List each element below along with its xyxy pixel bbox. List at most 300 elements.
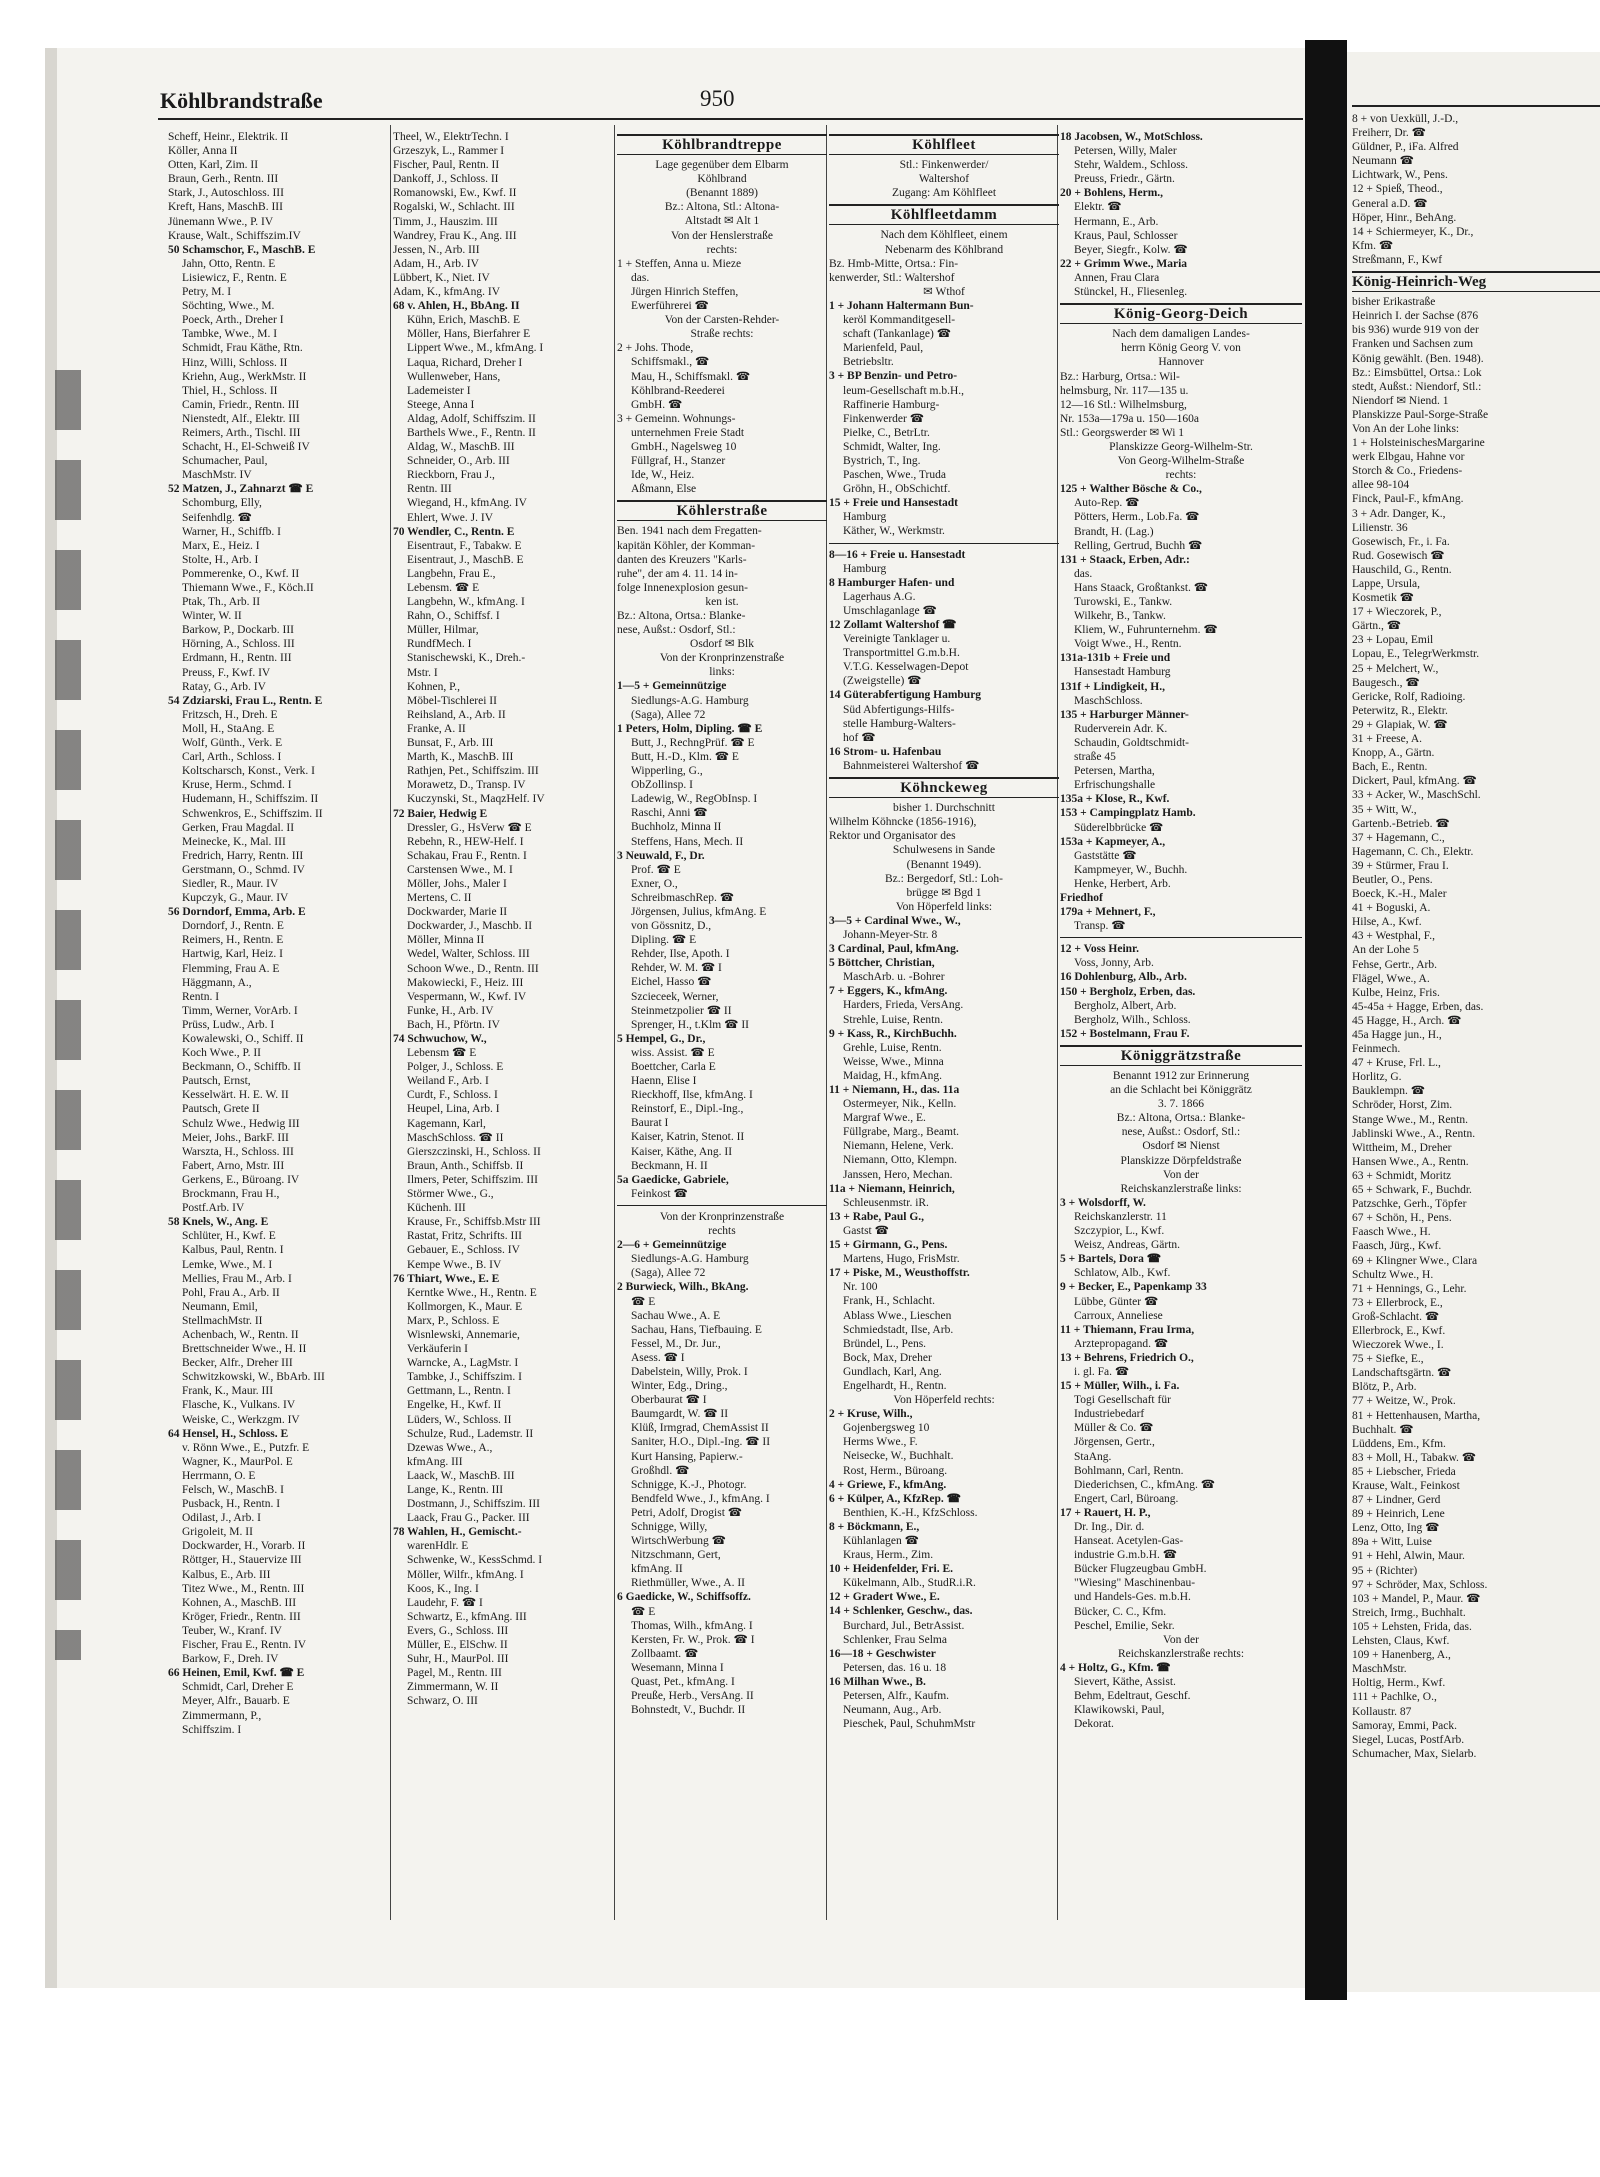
directory-entry: Ehlert, Wwe. J. IV [407,511,494,524]
directory-entry: 16—18 + Geschwister [829,1647,936,1660]
directory-entry: 63 + Schmidt, Moritz [1352,1169,1452,1182]
directory-entry: Niendorf ✉ Niend. 1 [1352,394,1449,407]
directory-entry: Peterwitz, R., Elektr. [1352,704,1448,717]
directory-entry: 52 Matzen, J., Zahnarzt ☎ E [168,483,314,496]
directory-entry: Lisiewicz, F., Rentn. E [182,271,287,284]
directory-entry: Storch & Co., Friedens- [1352,465,1463,478]
street-note: nese, Außst.: Osdorf, Stl.: [1121,1126,1241,1139]
directory-entry: Dzewas Wwe., A., [407,1441,493,1454]
directory-entry: Bock, Max, Dreher [843,1351,932,1364]
directory-entry: v. Rönn Wwe., E., Putzfr. E [182,1441,310,1454]
directory-entry: StellmachMstr. II [182,1314,263,1327]
directory-entry: Burchard, Jul., BetrAssist. [843,1619,965,1632]
directory-entry: Pautsch, Grete II [182,1103,260,1116]
directory-entry: 91 + Hehl, Alwin, Maur. [1352,1550,1465,1563]
directory-entry: Ewerführerei ☎ [631,300,709,313]
section-rule [1060,937,1302,938]
directory-entry: Bücker, C. C., Kfm. [1074,1605,1167,1618]
directory-entry: Dockwarder, J., Maschb. II [407,920,533,933]
directory-entry: 5 Hempel, G., Dr., [617,1032,706,1045]
directory-entry: 3 + Wolsdorff, W. [1060,1196,1146,1209]
directory-entry: Lademeister I [407,384,471,397]
directory-entry: Meinecke, K., Mal. III [182,835,286,848]
directory-entry: 64 Hensel, H., Schloss. E [168,1427,289,1440]
directory-entry: Rebehn, R., HEW-Helf. I [407,835,524,848]
directory-entry: Siedlungs-A.G. Hamburg [631,694,749,707]
directory-entry: Grzeszyk, L., Rammer I [393,145,505,158]
directory-entry: Aldag, W., MaschB. III [407,441,515,454]
directory-entry: Pautsch, Ernst, [182,1075,251,1088]
directory-entry: Müller, E., ElSchw. II [407,1639,508,1652]
directory-entry: Eisentraut, F., Tabakw. E [407,539,522,552]
directory-entry: Flemming, Frau A. E [182,962,280,975]
directory-entry: Petersen, Alfr., Kaufm. [843,1690,950,1703]
directory-entry: Haenn, Elise I [631,1075,697,1088]
directory-entry: Carroux, Anneliese [1074,1309,1163,1322]
directory-entry: Friedhof [1060,891,1103,904]
street-note: Von der [1163,1168,1199,1181]
directory-entry: Hauschild, G., Rentn. [1352,563,1452,576]
directory-entry: Meier, Johs., BarkF. III [182,1131,289,1144]
directory-entry: 135a + Klose, R., Kwf. [1060,793,1170,806]
directory-entry: Stark, J., Autoschloss. III [168,187,284,200]
directory-entry: 65 + Schwark, F., Buchdr. [1352,1184,1472,1197]
directory-entry: Dockwarder, H., Vorarb. II [182,1540,306,1553]
street-note: Stl.: Finkenwerder/ [899,159,989,172]
directory-entry: Petry, M. I [182,286,232,299]
directory-entry: Käther, W., Werkmstr. [843,525,945,538]
directory-entry: Neumann, Aug., Arb. [843,1704,942,1717]
directory-entry: 10 + Heidenfelder, Fri. E. [829,1563,953,1576]
directory-entry: Dockwarder, Marie II [407,906,508,919]
street-note: Von Georg-Wilhelm-Straße [1117,455,1245,468]
street-note: links: [709,666,735,679]
directory-entry: WirtschWerbung ☎ [631,1535,727,1548]
directory-entry: 1 Peters, Holm, Dipling. ☎ E [617,722,763,735]
directory-entry: stelle Hamburg-Walters- [843,717,956,730]
directory-entry: Schleusenmstr. iR. [843,1196,929,1209]
directory-entry: danten des Kreuzers "Karls- [617,553,747,566]
directory-entry: hof ☎ [843,731,876,744]
directory-entry: Paschen, Wwe., Truda [843,469,946,482]
directory-entry: 3 Neuwald, F., Dr. [617,849,705,862]
section-rule [617,1205,827,1206]
directory-entry: Suhr, H., MaurPol. III [407,1653,509,1666]
directory-entry: Feinmech. [1352,1043,1401,1056]
directory-entry: Kampmeyer, W., Buchh. [1074,863,1188,876]
running-head: Köhlbrandstraße [160,88,323,113]
directory-entry: Schröder, Horst, Zim. [1352,1099,1453,1112]
directory-entry: Möller, Johs., Maler I [407,877,507,890]
directory-entry: Tambke, Wwe., M. I [182,328,278,341]
directory-entry: Gerstmann, O., Schmd. IV [182,863,305,876]
directory-entry: Braun, Gerh., Rentn. III [168,173,279,186]
directory-entry: Krause, Walt., Schiffszim.IV [168,229,301,242]
street-note: 3. 7. 1866 [1158,1098,1204,1111]
directory-entry: 85 + Liebscher, Frieda [1352,1465,1456,1478]
directory-entry: Pieschek, Paul, SchuhmMstr [843,1718,976,1731]
directory-entry: 45 Hagge, H., Arch. ☎ [1352,1014,1462,1027]
directory-entry: von Gössnitz, D., [631,920,712,933]
directory-entry: Feinkost ☎ [631,1187,688,1200]
directory-entry: Schlenker, Frau Selma [843,1633,947,1646]
street-heading: König-Heinrich-Weg [1352,271,1600,292]
directory-entry: Strehle, Luise, Rentn. [843,1013,943,1026]
directory-entry: Weisse, Wwe., Minna [843,1055,944,1068]
directory-entry: 5a Gaedicke, Gabriele, [617,1173,729,1186]
directory-entry: Hartwig, Karl, Heiz. I [182,948,283,961]
directory-entry: Romanowski, Ew., Kwf. II [393,187,517,200]
directory-entry: Groß-Schlacht. ☎ [1352,1310,1440,1323]
directory-entry: Franke, A. II [407,722,466,735]
directory-entry: Gebauer, E., Schloss. IV [407,1244,520,1257]
directory-entry: i. gl. Fa. ☎ [1074,1365,1130,1378]
directory-entry: Aßmann, Else [631,483,697,496]
directory-entry: 5 Böttcher, Christian, [829,957,935,970]
directory-entry: Baumgardt, W. ☎ II [631,1408,729,1421]
directory-entry: Weisz, Andreas, Gärtn. [1074,1239,1181,1252]
directory-entry: schaft (Tankanlage) ☎ [843,328,952,341]
street-heading: Köhlbrandtreppe [617,134,827,155]
directory-entry: Butt, H.-D., Klm. ☎ E [631,750,739,763]
directory-entry: 3 + Adr. Danger, K., [1352,507,1446,520]
directory-entry: 39 + Stürmer, Frau I. [1352,859,1449,872]
directory-entry: 16 Strom- u. Hafenbau [829,745,942,758]
directory-entry: Mertens, C. II [407,892,472,905]
directory-entry: Frank, H., Schlacht. [843,1295,935,1308]
directory-entry: Rehder, W. M. ☎ I [631,962,722,975]
street-note: Lage gegenüber dem Elbarm [655,159,789,172]
directory-entry: Gojenbergsweg 10 [843,1422,930,1435]
street-note: rechts [708,1225,736,1238]
directory-entry: Warncke, A., LagMstr. I [407,1357,519,1370]
directory-entry: 131 + Staack, Erben, Adr.: [1060,553,1190,566]
directory-entry: Lagerhaus A.G. [843,590,916,603]
directory-entry: Lopau, E., TelegrWerkmstr. [1352,648,1480,661]
directory-entry: Harders, Frieda, VersAng. [843,999,964,1012]
directory-entry: Brandt, H. (Lag.) [1074,525,1154,538]
directory-entry: 17 + Wieczorek, P., [1352,606,1442,619]
directory-entry: Schmidt, Frau Käthe, Rtn. [182,342,303,355]
directory-entry: Seifenhdlg. ☎ [182,511,252,524]
directory-entry: Krause, Walt., Feinkost [1352,1480,1460,1492]
directory-entry: 29 + Glapiak, W. ☎ [1352,718,1448,731]
directory-entry: Steege, Anna I [407,398,475,411]
directory-entry: Boeck, K.-H., Maler [1352,888,1447,901]
directory-entry: Schulze, Rud., Lademstr. II [407,1427,534,1440]
directory-entry: Lippert Wwe., M., kfmAng. I [407,342,544,355]
directory-entry: Freiherr, Dr. ☎ [1352,127,1426,140]
directory-entry: Bahnmeisterei Waltershof ☎ [843,759,980,772]
directory-entry: Adam, H., Arb. IV [393,257,479,270]
directory-entry: allee 98-104 [1352,479,1410,492]
directory-entry: ruhe", der am 4. 11. 14 in- [617,567,738,580]
directory-entry: Schoon Wwe., D., Rentn. III [407,962,539,975]
directory-entry: Schulz Wwe., Hedwig III [182,1117,300,1130]
directory-entry: Kaiser, Käthe, Ang. II [631,1145,733,1158]
directory-entry: Erfrischungshalle [1074,779,1156,792]
directory-entry: 54 Zdziarski, Frau L., Rentn. E [168,694,323,707]
directory-entry: Kükelmann, Alb., StudR.i.R. [843,1577,976,1590]
directory-entry: Neumann ☎ [1352,155,1414,168]
directory-entry: Häggmann, A., [182,976,252,989]
directory-entry: Rathjen, Pet., Schiffszim. III [407,765,539,778]
directory-entry: Achenbach, W., Rentn. II [182,1328,299,1341]
directory-entry: 6 + Külper, A., KfzRep. ☎ [829,1492,961,1505]
directory-entry: Verkäuferin I [407,1343,468,1356]
directory-entry: Mellies, Frau M., Arb. I [182,1272,292,1285]
street-note: Reichskanzlerstraße links: [1120,1182,1242,1195]
directory-entry: nese, Außst.: Osdorf, Stl.: [617,624,736,637]
directory-entry: Langbehn, Frau E., [407,567,496,580]
directory-entry: Heinrich I. der Sachse (876 [1352,310,1479,323]
directory-entry: 23 + Lopau, Emil [1352,634,1434,647]
directory-entry: Bründel, L., Pens. [843,1337,927,1350]
directory-entry: Schwenkros, E., Schiffszim. II [182,807,323,820]
directory-entry: Buchhalt. ☎ [1352,1423,1414,1436]
directory-entry: Streich, Irmg., Buchhalt. [1352,1606,1466,1619]
directory-entry: Bz.: Eimsbüttel, Ortsa.: Lok [1352,366,1482,379]
directory-entry: Dipling. ☎ E [631,934,697,947]
directory-entry: Warner, H., Schiffb. I [182,525,281,538]
street-note: Nebenarm des Köhlbrand [884,243,1004,256]
column-1 [168,130,390,1910]
page-number: 950 [700,86,735,111]
directory-entry: Petersen, das. 16 u. 18 [843,1661,947,1674]
directory-entry: Thomas, Wilh., kfmAng. I [631,1619,753,1632]
directory-entry: 81 + Hettenhausen, Martha, [1352,1409,1481,1422]
directory-entry: Kreft, Hans, MaschB. III [168,201,283,214]
directory-entry: Rentn. III [407,483,452,496]
street-note: Waltershof [918,173,970,186]
street-note: Schulwesens in Sande [892,844,996,857]
directory-entry: Bergholz, Wilh., Schloss. [1074,1013,1191,1026]
directory-entry: RundfMech. I [407,638,472,651]
directory-entry: 131a-131b + Freie und [1060,652,1171,665]
directory-entry: Köhlbrand-Reederei [631,384,725,397]
directory-entry: Laudehr, F. ☎ I [407,1596,483,1609]
street-note: rechts: [706,243,738,256]
directory-entry: Fessel, M., Dr. Jur., [631,1337,721,1350]
directory-entry: Quast, Pet., kfmAng. I [631,1676,735,1689]
directory-entry: Sachau, Hans, Tiefbauing. E [631,1323,762,1336]
directory-entry: Lübbert, K., Niet. IV [393,271,490,284]
directory-entry: Steinmetzpolier ☎ II [631,1004,732,1017]
directory-entry: Möller, Hans, Bierfahrer E [407,328,531,341]
directory-entry: Sievert, Käthe, Assist. [1074,1676,1176,1689]
directory-entry: Stehr, Waldem., Schloss. [1074,159,1189,172]
directory-entry: Kowalewski, O., Schiff. II [182,1033,304,1045]
directory-entry: 153a + Kapmeyer, A., [1060,835,1166,848]
street-note: Altstadt ✉ Alt 1 [684,215,760,228]
directory-entry: Wilkehr, B., Tankw. [1074,610,1166,623]
directory-entry: Janssen, Hero, Mechan. [843,1168,953,1181]
directory-entry: Zollbaamt. ☎ [631,1647,699,1660]
directory-entry: 8 + Böckmann, E., [829,1520,920,1533]
directory-entry: Neumann, Emil, [182,1300,258,1313]
directory-entry: kfmAng. II [631,1563,683,1576]
directory-entry: Preuße, Herb., VersAng. II [631,1690,754,1703]
directory-entry: Knopp, A., Gärtn. [1352,747,1435,760]
directory-entry: Curdt, F., Schloss. I [407,1089,498,1102]
directory-entry: 135 + Harburger Männer- [1060,708,1189,721]
directory-entry: ☎ E [631,1295,656,1308]
directory-entry: 8—16 + Freie u. Hansestadt [829,548,966,561]
directory-entry: Köller, Anna II [168,145,238,158]
directory-entry: Höper, Hinr., BehAng. [1352,211,1457,224]
directory-entry: ☎ E [631,1605,656,1618]
directory-entry: Füllgraf, H., Stanzer [631,455,726,468]
directory-entry: 2 Burwieck, Wilh., BkAng. [617,1281,749,1294]
directory-entry: Schacht, H., El-Schweiß IV [182,441,310,454]
directory-entry: Kuczynski, St., MaqzHelf. IV [407,793,545,806]
street-note: Planskizze Dörpfeldstraße [1120,1154,1242,1167]
directory-entry: das. [1074,567,1093,580]
directory-entry: Jablinski Wwe., A., Rentn. [1352,1127,1476,1140]
directory-entry: Franken und Sachsen zum [1352,338,1474,351]
directory-entry: Barkow, F., Dreh. IV [182,1653,279,1666]
directory-entry: Dressler, G., HsVerw ☎ E [407,821,532,834]
directory-entry: Kersten, Fr. W., Prok. ☎ I [631,1633,755,1646]
directory-entry: Engelke, H., Kwf. II [407,1399,502,1412]
directory-entry: Lemke, Wwe., M. I [182,1258,273,1271]
directory-entry: Gaststätte ☎ [1074,849,1137,862]
directory-entry: Rektor und Organisator des [829,830,956,843]
directory-entry: 1 + HolsteinischesMargarine [1352,437,1485,450]
directory-entry: Theel, W., ElektrTechn. I [393,131,509,143]
directory-entry: Reimers, Arth., Tischl. III [182,426,301,439]
directory-entry: Koltscharsch, Konst., Verk. I [182,765,315,778]
directory-entry: MaschMstr. IV [182,469,252,482]
street-note: (Benannt 1889) [686,187,758,200]
directory-entry: 78 Wahlen, H., Gemischt.- [393,1526,522,1539]
directory-entry: 18 Jacobsen, W., MotSchloss. [1060,131,1203,143]
directory-entry: Raschi, Anni ☎ [631,807,708,820]
directory-entry: Fischer, Paul, Rentn. II [393,159,500,172]
directory-entry: Lebensm. ☎ E [407,582,480,594]
directory-entry: Petri, Adolf, Drogist ☎ [631,1506,743,1519]
street-note: Von der [1163,1633,1199,1646]
directory-entry: Arztepropagand. ☎ [1074,1337,1169,1350]
directory-entry: Schnigge, Willy, [631,1521,708,1533]
directory-entry: Exner, O., [631,877,678,890]
directory-entry: Süderelbbrücke ☎ [1074,821,1164,834]
directory-entry: "Wiesing" Maschinenbau- [1074,1577,1196,1590]
directory-entry: Müller, Hilmar, [407,624,479,637]
directory-entry: Saniter, H.O., Dipl.-Ing. ☎ II [631,1436,771,1449]
street-note: Zugang: Am Köhlfleet [891,187,997,200]
directory-entry: Stanischewski, K., Dreh.- [407,652,526,665]
directory-entry: Bergholz, Albert, Arb. [1074,999,1177,1012]
directory-entry: Bystrich, T., Ing. [843,454,921,467]
directory-entry: Beckmann, H. II [631,1159,708,1172]
directory-entry: 12 + Spieß, Theod., [1352,183,1443,196]
directory-entry: SchreibmaschRep. ☎ [631,891,735,904]
directory-entry: Hilse, A., Kwf. [1352,916,1422,929]
directory-entry: Fehse, Gertr., Arb. [1352,958,1437,971]
directory-entry: Stünckel, H., Fliesenleg. [1074,286,1188,299]
directory-entry: Wipperling, G., [631,765,703,778]
directory-entry: 11 + Niemann, H., das. 11a [829,1084,960,1096]
directory-entry: 11 + Thiemann, Frau Irma, [1060,1323,1195,1336]
directory-entry: Hansen Wwe., A., Rentn. [1352,1155,1469,1168]
directory-entry: das. [631,271,650,284]
street-note: Von der Kronprinzenstraße [659,652,785,665]
directory-entry: 17 + Rauert, H. P., [1060,1506,1151,1519]
directory-entry: Laack, Frau G., Packer. III [407,1512,530,1525]
directory-entry: Schmidt, Carl, Dreher E [182,1681,294,1694]
directory-entry: 13 + Behrens, Friedrich O., [1060,1351,1194,1364]
directory-entry: Küchenh. III [407,1202,466,1215]
directory-entry: 2 + Johs. Thode, [617,342,694,355]
directory-entry: Wisnlewski, Annemarie, [407,1328,520,1341]
directory-entry: Beyer, Siegfr., Kolw. ☎ [1074,243,1188,256]
directory-entry: 2—6 + Gemeinnützige [617,1239,727,1252]
directory-entry: Siedlungs-A.G. Hamburg [631,1253,749,1266]
directory-entry: 15 + Freie und Hansestadt [829,497,959,510]
library-edge-stamp [55,370,81,1660]
directory-entry: Maidag, H., kfmAng. [843,1069,943,1082]
directory-entry: 1—5 + Gemeinnützige [617,680,727,693]
directory-entry: Schmiedstadt, Ilse, Arb. [843,1323,954,1336]
directory-entry: Funke, H., Arb. IV [407,1004,494,1017]
directory-entry: Wedel, Walter, Schloss. III [407,948,530,961]
directory-entry: Steffens, Hans, Mech. II [631,835,744,848]
directory-entry: Kalbus, Paul, Rentn. I [182,1244,284,1257]
directory-entry: 5 + Bartels, Dora ☎ [1060,1253,1162,1266]
directory-entry: Kurt Hansing, Papierw.- [631,1450,743,1463]
directory-entry: 16 Milhan Wwe., B. [829,1675,926,1688]
directory-entry: Ladewig, W., RegObInsp. I [631,793,758,806]
directory-entry: Fabert, Arno, Mstr. III [182,1159,285,1172]
directory-entry: Voss, Jonny, Arb. [1074,957,1154,970]
directory-entry: Gerkens, E., Büroang. IV [182,1173,300,1186]
directory-entry: Preuss, F., Kwf. IV [182,666,271,679]
directory-entry: Bz.: Harburg, Ortsa.: Wil- [1060,370,1180,383]
directory-entry: Faasch, Jürg., Kwf. [1352,1240,1442,1253]
directory-entry: Diederichsen, C., kfmAng. ☎ [1074,1478,1216,1491]
directory-entry: keröl Kommanditgesell- [843,314,956,327]
directory-entry: Jünemann Wwe., P. IV [168,215,274,228]
directory-entry: Schlüter, H., Kwf. E [182,1230,276,1243]
directory-entry: Schlatow, Alb., Kwf. [1074,1267,1171,1280]
directory-entry: Koch Wwe., P. II [182,1047,261,1060]
directory-entry: Frank, K., Maur. III [182,1385,274,1398]
directory-entry: Rahn, O., Schiffsf. I [407,610,500,623]
street-heading: Köhnckeweg [829,777,1059,798]
directory-entry: 131f + Lindigkeit, H., [1060,680,1165,693]
directory-entry: Umschlaganlage ☎ [843,604,937,617]
directory-entry: Kollaustr. 87 [1352,1705,1412,1718]
directory-entry: Behm, Edeltraut, Geschf. [1074,1690,1191,1703]
directory-entry: Fischer, Frau E., Rentn. IV [182,1639,307,1652]
directory-entry: Schnigge, K.-J., Photogr. [631,1478,747,1491]
directory-entry: 15 + Girmann, G., Pens. [829,1239,948,1252]
directory-entry: Kühn, Erich, MaschB. E [407,314,521,327]
directory-entry: Lichtwark, W., Pens. [1352,169,1448,182]
directory-entry: Otten, Karl, Zim. II [168,159,259,172]
directory-entry: Siedler, R., Maur. IV [182,877,279,890]
directory-entry: An der Lohe 5 [1352,944,1419,957]
directory-entry: 76 Thiart, Wwe., E. E [393,1272,500,1285]
directory-entry: Bach, E., Rentn. [1352,761,1428,774]
directory-entry: GmbH., Nagelsweg 10 [631,440,737,453]
street-note: Benannt 1912 zur Erinnerung [1112,1070,1250,1082]
directory-entry: Turowski, E., Tankw. [1074,596,1173,608]
directory-entry: Herms Wwe., F. [843,1436,918,1449]
directory-entry: Jürgen Hinrich Steffen, [631,285,739,298]
street-note: an die Schlacht bei Königgrätz [1110,1084,1252,1097]
